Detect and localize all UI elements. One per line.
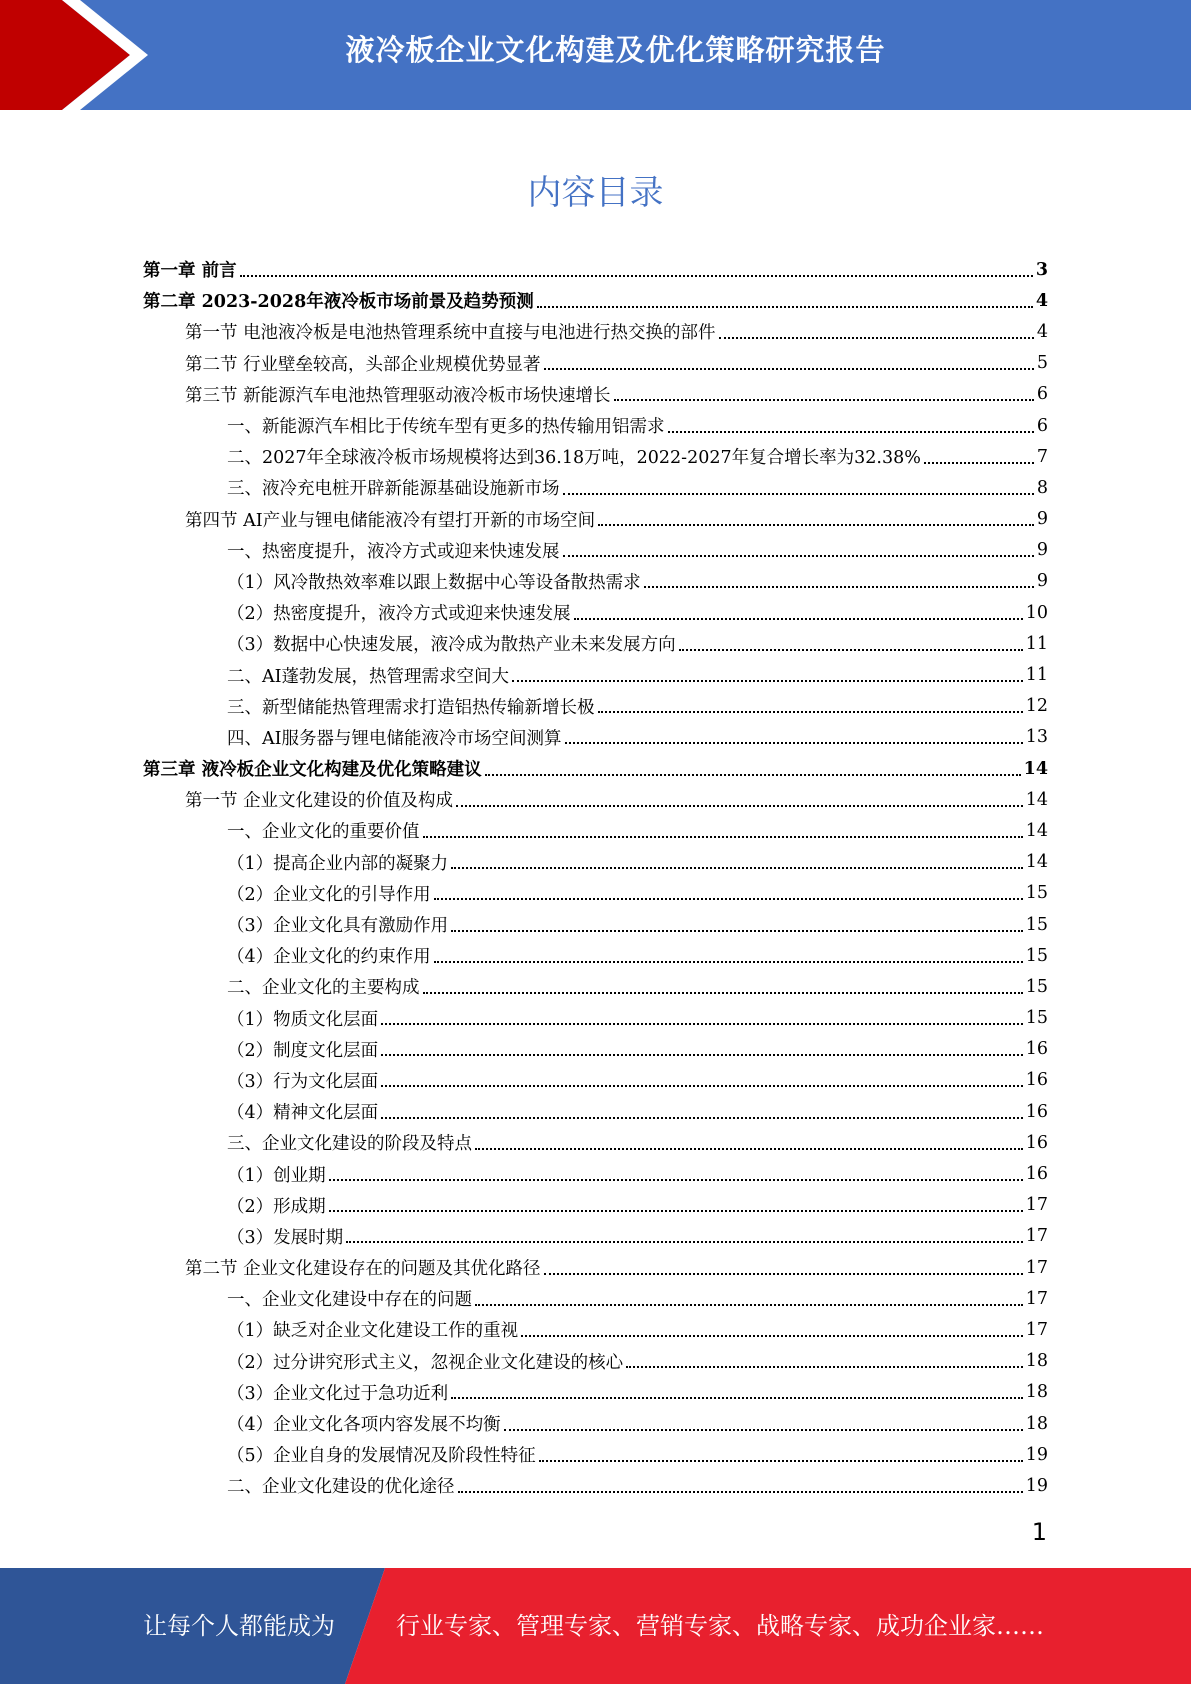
toc-dot-leader [423,971,1023,1002]
toc-dot-leader [451,909,1023,940]
toc-entry-label: 二、AI蓬勃发展，热管理需求空间大 [227,666,510,687]
header-banner [0,0,1191,110]
toc-entry-label: （2）制度文化层面 [227,1040,379,1061]
toc-dot-leader [240,254,1033,285]
toc-entry-label: 第一节 企业文化建设的价值及构成 [185,791,454,812]
table-of-contents [143,254,1048,1502]
toc-entry-label: （1）风冷散热效率难以跟上数据中心等设备散热需求 [227,572,641,593]
toc-dot-leader [346,1221,1023,1252]
toc-entry[interactable] [143,909,1048,940]
toc-entry-label: （1）缺乏对企业文化建设工作的重视 [227,1321,519,1342]
toc-entry[interactable] [143,597,1048,628]
toc-entry-page: 5 [1036,353,1048,374]
toc-entry-label: 一、企业文化的重要价值 [227,822,420,843]
toc-entry[interactable] [143,535,1048,566]
toc-entry[interactable] [143,1065,1048,1096]
toc-entry-page: 18 [1025,1382,1048,1403]
toc-dot-leader [924,441,1034,472]
toc-dot-leader [451,1377,1023,1408]
toc-entry-label: 二、企业文化的主要构成 [227,978,420,999]
toc-entry-page: 11 [1025,633,1048,654]
toc-entry-page: 12 [1025,696,1048,717]
toc-entry[interactable] [143,1408,1048,1439]
toc-entry-label: （4）精神文化层面 [227,1103,379,1124]
toc-entry-label: （1）物质文化层面 [227,1009,379,1030]
toc-dot-leader [456,784,1023,815]
toc-dot-leader [512,659,1023,690]
toc-entry[interactable] [143,1158,1048,1189]
toc-entry[interactable] [143,753,1048,784]
toc-dot-leader [565,722,1023,753]
toc-dot-leader [475,1283,1023,1314]
toc-dot-leader [563,472,1034,503]
toc-entry[interactable] [143,472,1048,503]
toc-entry-page: 18 [1025,1413,1048,1434]
toc-entry-page: 3 [1035,259,1048,280]
toc-dot-leader [668,410,1034,441]
toc-entry-page: 6 [1036,415,1048,436]
toc-entry[interactable] [143,1190,1048,1221]
toc-entry[interactable] [143,1314,1048,1345]
report-title: 液冷板企业文化构建及优化策略研究报告 [345,33,886,67]
toc-dot-leader [644,566,1034,597]
toc-entry[interactable] [143,1470,1048,1501]
toc-dot-leader [381,1034,1023,1065]
toc-heading: 内容目录 [527,173,664,213]
toc-entry[interactable] [143,722,1048,753]
toc-entry-label: 第二节 行业壁垒较高，头部企业规模优势显著 [185,354,541,375]
toc-entry-label: 二、企业文化建设的优化途径 [227,1477,455,1498]
toc-entry[interactable] [143,254,1048,285]
toc-entry-page: 14 [1025,789,1048,810]
toc-entry-page: 19 [1025,1475,1048,1496]
toc-entry[interactable] [143,971,1048,1002]
toc-dot-leader [539,1439,1023,1470]
toc-entry-label: （3）行为文化层面 [227,1071,379,1092]
toc-entry[interactable] [143,504,1048,535]
toc-entry-label: （2）企业文化的引导作用 [227,884,431,905]
toc-entry-page: 15 [1025,883,1048,904]
toc-dot-leader [504,1408,1023,1439]
toc-entry-page: 4 [1036,321,1048,342]
toc-entry-page: 17 [1025,1319,1048,1340]
toc-entry[interactable] [143,379,1048,410]
toc-entry-page: 14 [1023,758,1048,779]
toc-entry-page: 16 [1025,1101,1048,1122]
toc-dot-leader [679,628,1023,659]
toc-entry-page: 17 [1025,1257,1048,1278]
toc-entry-page: 15 [1025,945,1048,966]
toc-entry[interactable] [143,1377,1048,1408]
footer-slogan-left: 让每个人都能成为 [143,1612,335,1640]
toc-entry-label: 第四节 AI产业与锂电储能液冷有望打开新的市场空间 [185,510,596,531]
toc-entry[interactable] [143,1283,1048,1314]
toc-entry-page: 13 [1025,727,1048,748]
toc-entry-label: 第三章 液冷板企业文化构建及优化策略建议 [143,760,482,781]
toc-dot-leader [485,753,1021,784]
toc-dot-leader [521,1314,1023,1345]
toc-entry[interactable] [143,1221,1048,1252]
toc-entry-page: 15 [1025,914,1048,935]
toc-entry-page: 16 [1025,1164,1048,1185]
toc-dot-leader [475,1127,1023,1158]
toc-entry-label: （1）提高企业内部的凝聚力 [227,853,449,874]
toc-entry-page: 17 [1025,1288,1048,1309]
toc-entry-page: 17 [1025,1226,1048,1247]
toc-entry-label: 三、新型储能热管理需求打造铝热传输新增长极 [227,697,595,718]
toc-entry-label: 四、AI服务器与锂电储能液冷市场空间测算 [227,728,562,749]
toc-dot-leader [544,1252,1023,1283]
toc-entry-page: 16 [1025,1132,1048,1153]
toc-entry-page: 9 [1036,540,1048,561]
toc-entry-label: 三、液冷充电桩开辟新能源基础设施新市场 [227,479,560,500]
toc-entry-page: 10 [1025,602,1048,623]
toc-entry-page: 16 [1025,1070,1048,1091]
toc-entry-label: 第三节 新能源汽车电池热管理驱动液冷板市场快速增长 [185,385,611,406]
toc-dot-leader [329,1190,1023,1221]
toc-entry[interactable] [143,566,1048,597]
toc-entry-label: 二、2027年全球液冷板市场规模将达到36.18万吨，2022-2027年复合增长率为32.38% [227,448,921,469]
toc-entry[interactable] [143,940,1048,971]
toc-dot-leader [434,878,1023,909]
toc-dot-leader [598,504,1034,535]
footer-banner [0,1568,1191,1684]
toc-dot-leader [563,535,1034,566]
toc-entry-page: 9 [1036,509,1048,530]
toc-entry-label: （4）企业文化各项内容发展不均衡 [227,1415,501,1436]
toc-entry[interactable] [143,628,1048,659]
toc-dot-leader [458,1470,1023,1501]
toc-entry-page: 6 [1036,384,1048,405]
toc-entry-page: 8 [1036,477,1048,498]
toc-entry-label: （3）企业文化过于急功近利 [227,1383,449,1404]
toc-entry[interactable] [143,285,1048,316]
toc-entry-page: 16 [1025,1039,1048,1060]
toc-entry[interactable] [143,691,1048,722]
toc-entry-page: 15 [1025,976,1048,997]
toc-entry-page: 19 [1025,1444,1048,1465]
toc-dot-leader [451,847,1023,878]
toc-dot-leader [626,1346,1023,1377]
toc-entry-label: （3）发展时期 [227,1227,344,1248]
toc-entry[interactable] [143,1003,1048,1034]
toc-entry-label: 第二节 企业文化建设存在的问题及其优化路径 [185,1259,541,1280]
toc-entry[interactable] [143,659,1048,690]
toc-entry[interactable] [143,316,1048,347]
toc-dot-leader [381,1003,1023,1034]
toc-entry[interactable] [143,1439,1048,1470]
toc-entry[interactable] [143,1346,1048,1377]
toc-dot-leader [434,940,1023,971]
toc-dot-leader [381,1096,1023,1127]
toc-entry-page: 11 [1025,665,1048,686]
toc-entry-label: （4）企业文化的约束作用 [227,947,431,968]
toc-dot-leader [544,348,1034,379]
toc-dot-leader [423,815,1023,846]
toc-entry-page: 14 [1025,820,1048,841]
toc-entry-label: （2）形成期 [227,1196,326,1217]
toc-entry-page: 4 [1035,290,1048,311]
toc-entry-page: 14 [1025,852,1048,873]
toc-entry[interactable] [143,1096,1048,1127]
toc-entry-label: 一、新能源汽车相比于传统车型有更多的热传输用铝需求 [227,417,665,438]
toc-entry-page: 15 [1025,1008,1048,1029]
toc-entry-label: 一、企业文化建设中存在的问题 [227,1290,472,1311]
toc-dot-leader [598,691,1023,722]
toc-entry-label: （5）企业自身的发展情况及阶段性特征 [227,1446,536,1467]
toc-dot-leader [719,316,1034,347]
toc-entry[interactable] [143,348,1048,379]
toc-entry-label: 三、企业文化建设的阶段及特点 [227,1134,472,1155]
toc-entry[interactable] [143,1034,1048,1065]
toc-dot-leader [537,285,1033,316]
toc-entry[interactable] [143,1127,1048,1158]
toc-entry-label: （1）创业期 [227,1165,326,1186]
toc-entry-label: 第一节 电池液冷板是电池热管理系统中直接与电池进行热交换的部件 [185,323,716,344]
toc-entry[interactable] [143,784,1048,815]
toc-entry[interactable] [143,815,1048,846]
toc-entry[interactable] [143,1252,1048,1283]
toc-entry-label: 第一章 前言 [143,261,237,282]
toc-entry[interactable] [143,441,1048,472]
toc-dot-leader [329,1158,1023,1189]
toc-entry-label: （3）数据中心快速发展，液冷成为散热产业未来发展方向 [227,635,676,656]
toc-dot-leader [614,379,1034,410]
toc-entry-label: 第二章 2023-2028年液冷板市场前景及趋势预测 [143,292,534,313]
toc-entry[interactable] [143,878,1048,909]
toc-entry[interactable] [143,847,1048,878]
toc-entry-page: 9 [1036,571,1048,592]
toc-entry[interactable] [143,410,1048,441]
toc-dot-leader [574,597,1023,628]
toc-entry-label: （2）过分讲究形式主义，忽视企业文化建设的核心 [227,1352,624,1373]
toc-entry-page: 17 [1025,1195,1048,1216]
page-number: 1 [1031,1518,1047,1546]
toc-dot-leader [381,1065,1023,1096]
footer-slogan-right: 行业专家、管理专家、营销专家、战略专家、成功企业家…… [396,1612,1044,1640]
toc-entry-label: 一、热密度提升，液冷方式或迎来快速发展 [227,541,560,562]
toc-entry-label: （3）企业文化具有激励作用 [227,916,449,937]
toc-entry-page: 7 [1036,446,1048,467]
toc-entry-page: 18 [1025,1351,1048,1372]
toc-entry-label: （2）热密度提升，液冷方式或迎来快速发展 [227,604,571,625]
